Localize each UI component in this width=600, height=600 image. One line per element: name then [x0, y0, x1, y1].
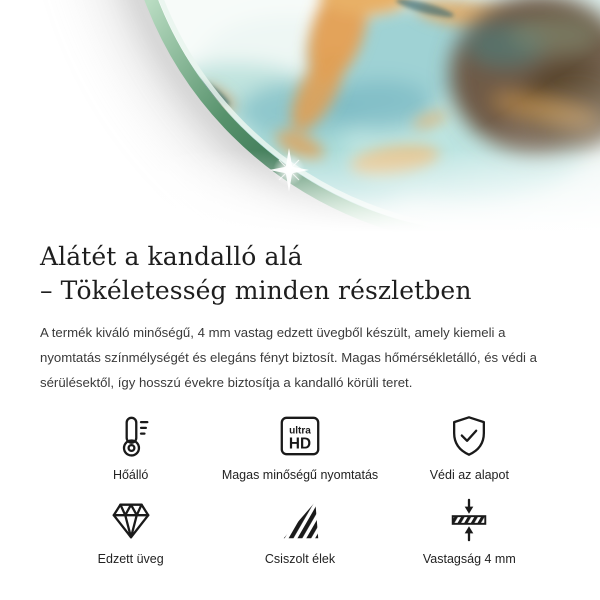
feature-print-quality [215, 411, 384, 483]
feature-label: Edzett üveg [97, 552, 164, 566]
diamond-icon [108, 495, 154, 545]
ultra-hd-badge-top: ultra [289, 425, 311, 437]
corner-fade [380, 0, 600, 236]
content-section [0, 240, 600, 567]
page-title-line2: – Tökéletesség minden részletben [40, 276, 472, 305]
feature-label: Csiszolt élek [264, 552, 336, 566]
feature-heat-resistant [46, 411, 215, 483]
feature-label: Védi az alapot [429, 468, 509, 482]
ultra-hd-badge-bottom: HD [288, 435, 312, 453]
beveled-edge-icon [277, 495, 323, 545]
product-photo [0, 0, 600, 236]
feature-polished-edges [215, 495, 384, 567]
feature-thickness [385, 495, 554, 567]
page-title-line1: Alátét a kandalló alá [40, 242, 303, 271]
features-grid [46, 411, 554, 567]
feature-label: Vastagság 4 mm [422, 552, 516, 566]
thickness-4mm-icon [446, 495, 492, 545]
feature-protects-base [385, 411, 554, 483]
feature-label: Hőálló [112, 468, 149, 482]
shield-check-icon [446, 411, 492, 461]
page-title [40, 240, 560, 308]
thermometer-icon [108, 411, 154, 461]
feature-label: Magas minőségű nyomtatás [221, 468, 379, 482]
product-description: A termék kiváló minőségű, 4 mm vastag edzett üvegből készült, amely kiemeli a nyomtatás színmélységét és elegáns fényt biztosít. Magas hőmérsékletálló, és védi a sérülésektől, így hosszú évekre biztosítja a kandalló körüli teret. [40, 325, 537, 390]
feature-tempered-glass [46, 495, 215, 567]
ultra-hd-icon [277, 411, 323, 461]
